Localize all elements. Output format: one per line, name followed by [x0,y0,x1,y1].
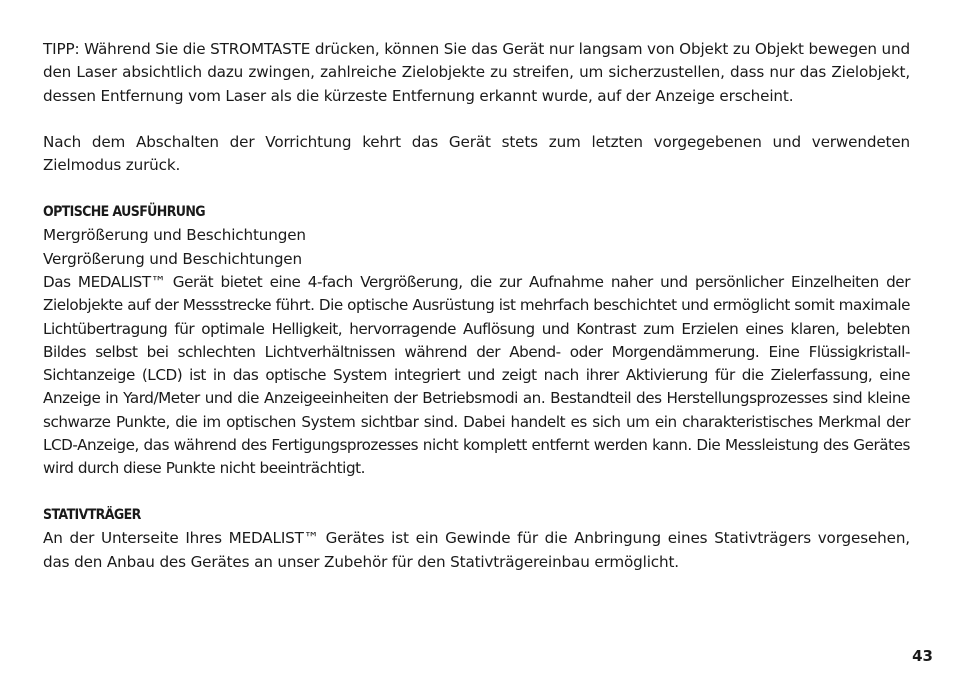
spacer [43,108,910,131]
manual-page-content [43,38,910,574]
shutdown-note-paragraph: Nach dem Abschalten der Vorrichtung kehrt das Gerät stets zum letzten vorgegebenen und verwendeten Zielmodus zurück. [43,133,910,175]
spacer [43,481,910,504]
spacer [43,178,910,201]
optics-section [43,201,910,481]
page-number: 43 [912,647,933,665]
tip-paragraph: TIPP: Während Sie die STROMTASTE drücken, können Sie das Gerät nur langsam von Objekt zu Objekt bewegen und den Laser absichtlich dazu zwingen, zahlreiche Zielobjekte zu streifen, um sicherzustellen, dass nur das Zielobjekt, dessen Entfernung vom Laser als die kürzeste Entfernung erkannt wurde, auf der Anzeige erscheint. [43,40,910,105]
optics-body-paragraph: Das MEDALIST™ Gerät bietet eine 4-fach Vergrößerung, die zur Aufnahme naher und persönlicher Einzelheiten der Zielobjekte auf der Messstrecke führt. Die optische Ausrüstung ist mehrfach beschichtet und ermöglicht somit maximale Lichtübertragung für optimale Helligkeit, hervorragende Auflösung und Kontrast zum Erzielen eines klaren, belebten Bildes selbst bei schlechten Lichtverhältnissen während der Abend- oder Morgendämmerung. Eine Flüssigkristall-Sichtanzeige (LCD) ist in das optische System integriert und zeigt nach ihrer Aktivierung für die Zielerfassung, eine Anzeige in Yard/Meter und die Anzeigeeinheiten der Betriebsmodi an. Bestandteil des Herstellungsprozesses sind kleine schwarze Punkte, die im optischen System sichtbar sind. Dabei handelt es sich um ein charakteristisches Merkmal der LCD-Anzeige, das während des Fertigungsprozesses nicht komplett entfernt werden kann. Die Messleistung des Gerätes wird durch diese Punkte nicht beeinträchtigt. [43,272,910,478]
optics-heading: OPTISCHE AUSFÜHRUNG [43,204,205,221]
optics-subline-1: Mergrößerung und Beschichtungen [43,226,306,245]
tripod-body-paragraph: An der Unterseite Ihres MEDALIST™ Gerätes ist ein Gewinde für die Anbringung eines Stativträgers vorgesehen, das den Anbau des Gerätes an unser Zubehör für den Stativträgereinbau ermöglicht. [43,529,910,571]
optics-subline-2: Vergrößerung und Beschichtungen [43,249,302,268]
tripod-section [43,504,910,574]
tripod-heading: STATIVTRÄGER [43,506,141,523]
